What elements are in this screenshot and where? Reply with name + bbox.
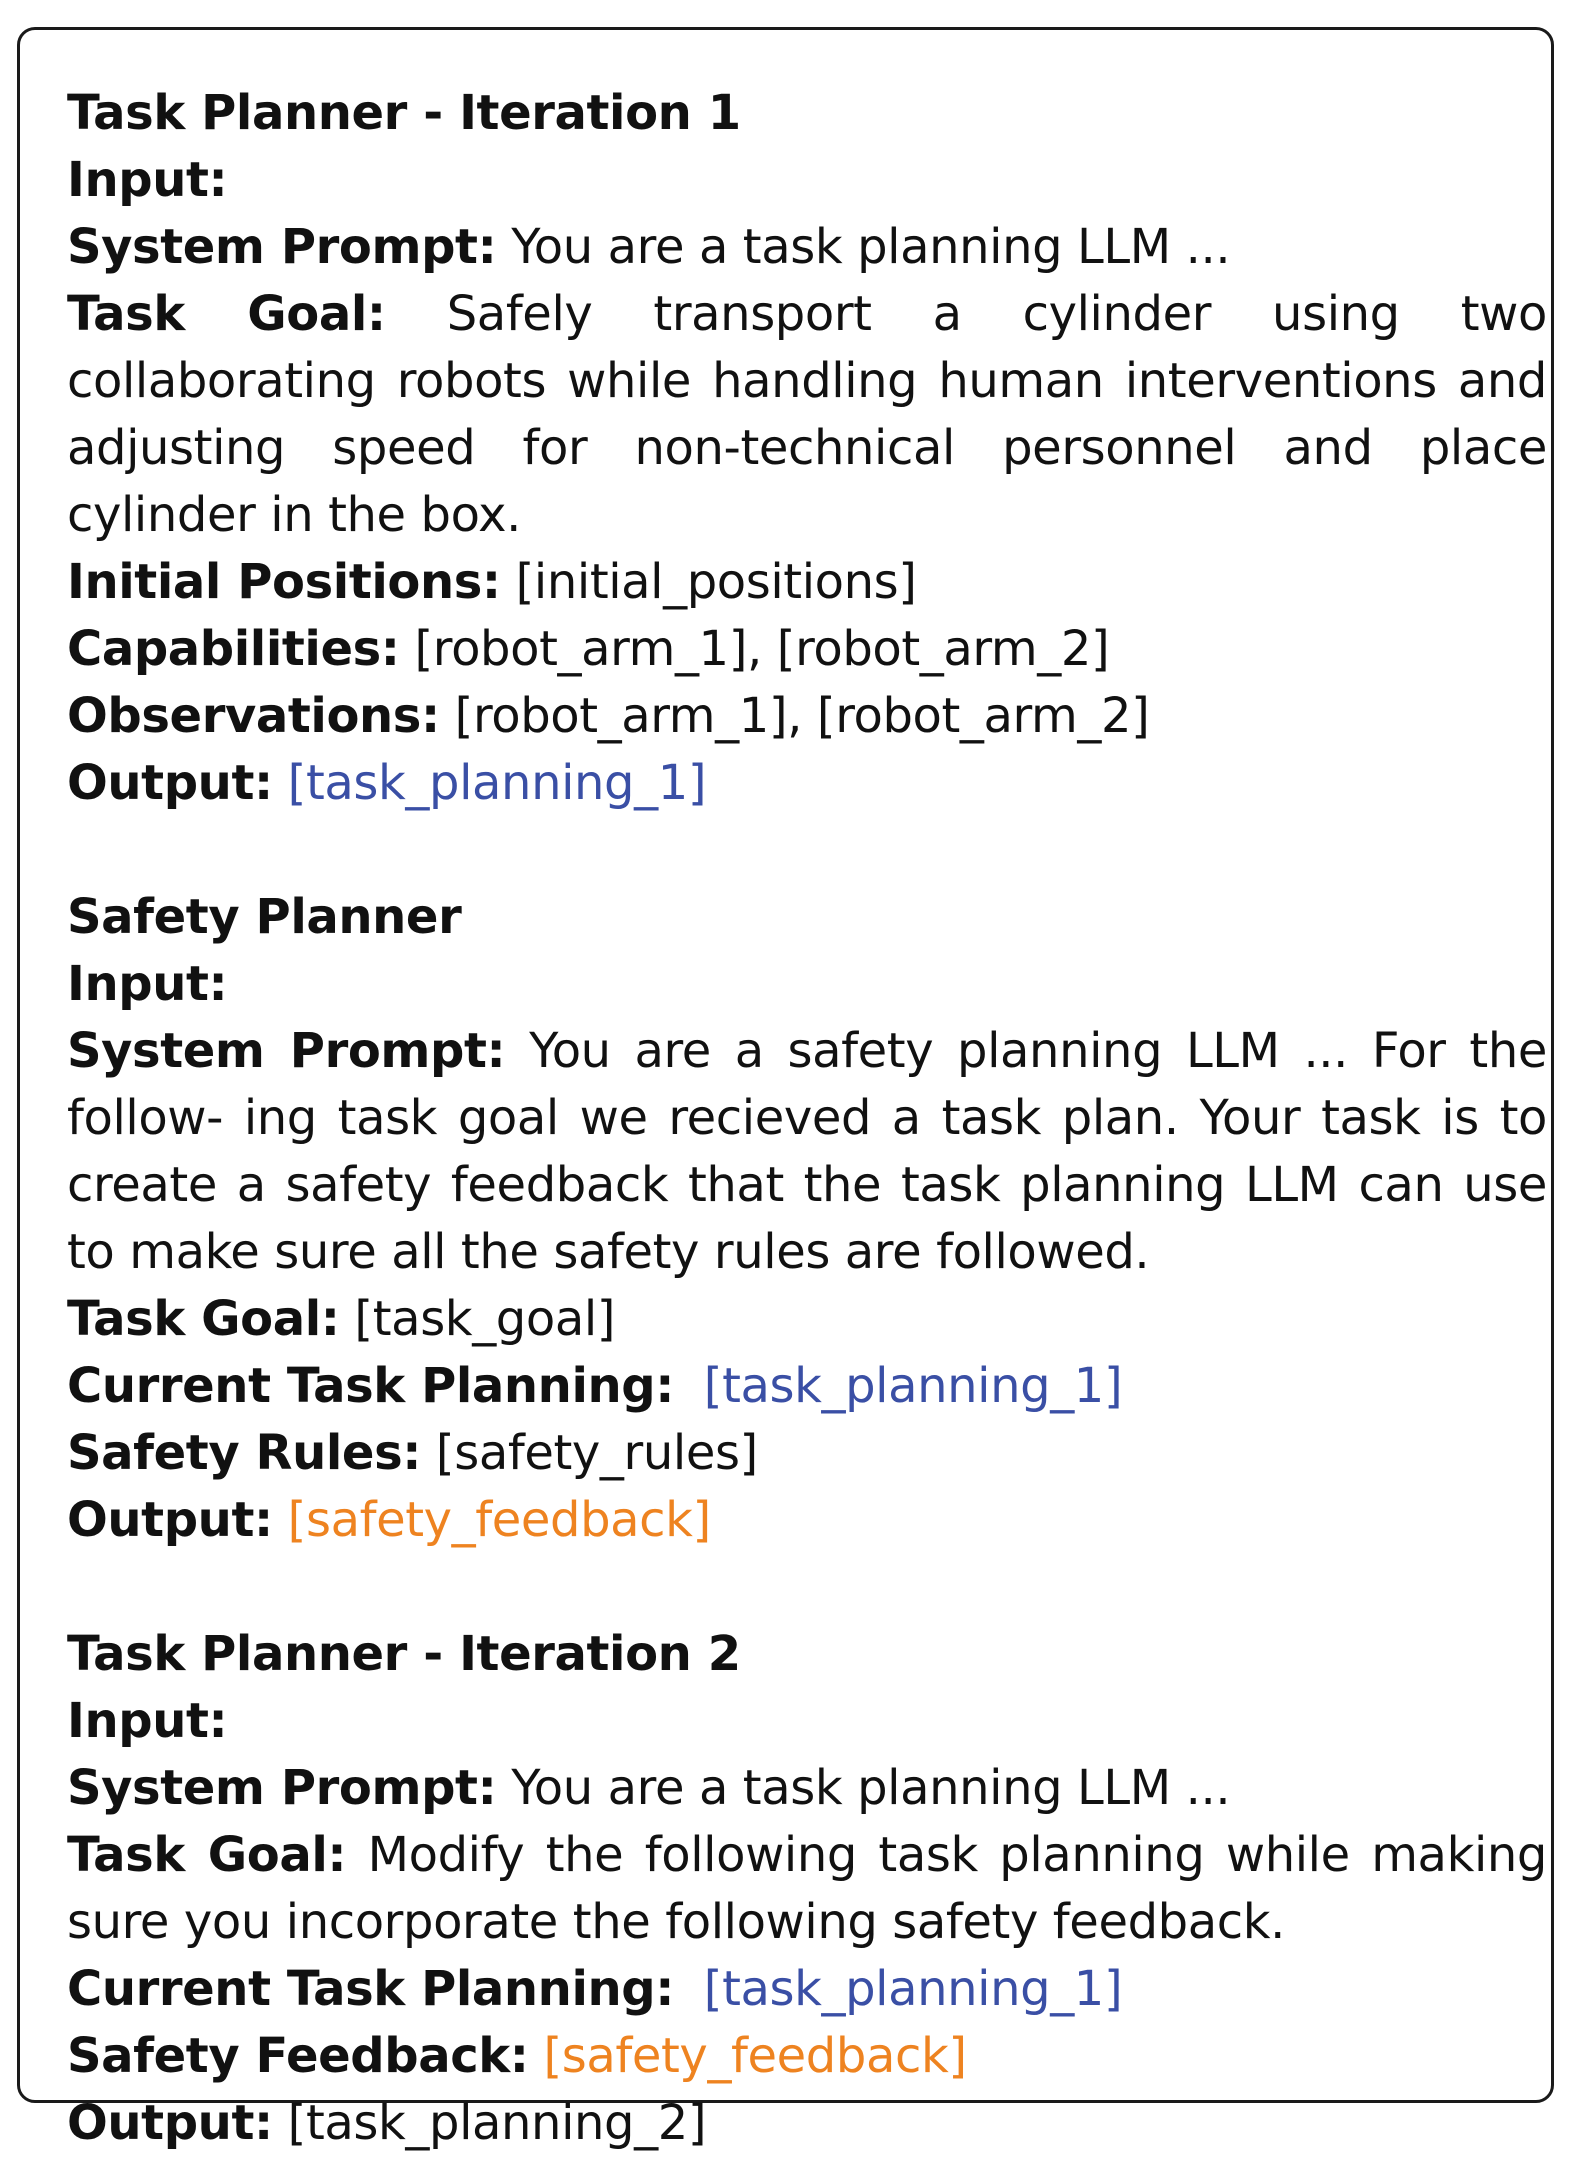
- output-label: Output:: [67, 1492, 273, 1548]
- output-value: [task_planning_2]: [272, 2095, 707, 2151]
- task-goal-line: [67, 1822, 1547, 1956]
- safety-rules-line: [67, 1420, 1547, 1487]
- current-task-planning-line: [67, 1956, 1547, 2023]
- task-goal-line: [67, 1286, 1547, 1353]
- observations-line: [67, 683, 1547, 750]
- current-task-planning-value: [task_planning_1]: [703, 1961, 1123, 2017]
- safety-rules-label: Safety Rules:: [67, 1425, 422, 1481]
- current-task-planning-value: [task_planning_1]: [703, 1358, 1123, 1414]
- safety-feedback-value: [safety_feedback]: [543, 2028, 967, 2084]
- task-goal-label: Task Goal:: [67, 1291, 340, 1347]
- safety-feedback-line: [67, 2023, 1547, 2090]
- observations-value: [robot_arm_1], [robot_arm_2]: [439, 688, 1150, 744]
- output-label: Output:: [67, 755, 273, 811]
- input-label: Input:: [67, 956, 228, 1012]
- observations-label: Observations:: [67, 688, 440, 744]
- input-label: Input:: [67, 1693, 228, 1749]
- section-spacer: [67, 1554, 1547, 1621]
- section-task-planner-2: [67, 1621, 1547, 2157]
- system-prompt-label: System Prompt:: [67, 1023, 506, 1079]
- system-prompt-value: You are a task planning LLM ...: [496, 1760, 1231, 1816]
- section-title: Safety Planner: [67, 889, 462, 945]
- system-prompt-label: System Prompt:: [67, 219, 497, 275]
- section-task-planner-1: [67, 80, 1547, 817]
- safety-rules-value: [safety_rules]: [421, 1425, 758, 1481]
- section-title: Task Planner - Iteration 2: [67, 1626, 741, 1682]
- capabilities-label: Capabilities:: [67, 621, 400, 677]
- system-prompt-value: You are a safety planning LLM ... For the follow- ing task goal we recieved a task plan. Your task is to create a safety feedback that the task planning LLM can use to make sure all the safety rules are followed.: [67, 1023, 1548, 1280]
- system-prompt-line: [67, 1018, 1547, 1286]
- initial-positions-label: Initial Positions:: [67, 554, 501, 610]
- capabilities-line: [67, 616, 1547, 683]
- section-spacer: [67, 817, 1547, 884]
- task-goal-line: [67, 281, 1547, 549]
- system-prompt-value: You are a task planning LLM ...: [496, 219, 1231, 275]
- output-line: [67, 750, 1547, 817]
- output-value: [safety_feedback]: [287, 1492, 711, 1548]
- prompt-box: [17, 27, 1554, 2151]
- system-prompt-label: System Prompt:: [67, 1760, 497, 1816]
- initial-positions-line: [67, 549, 1547, 616]
- output-line: [67, 2090, 1547, 2157]
- prompt-content: [67, 80, 1547, 2157]
- section-title: Task Planner - Iteration 1: [67, 85, 741, 141]
- input-label: Input:: [67, 152, 228, 208]
- task-goal-label: Task Goal:: [67, 1827, 347, 1883]
- initial-positions-value: [initial_positions]: [500, 554, 917, 610]
- output-label: Output:: [67, 2095, 273, 2151]
- capabilities-value: [robot_arm_1], [robot_arm_2]: [399, 621, 1110, 677]
- current-task-planning-label: Current Task Planning:: [67, 1358, 675, 1414]
- current-task-planning-label: Current Task Planning:: [67, 1961, 675, 2017]
- system-prompt-line: [67, 214, 1547, 281]
- safety-feedback-label: Safety Feedback:: [67, 2028, 529, 2084]
- section-safety-planner: [67, 884, 1547, 1554]
- system-prompt-line: [67, 1755, 1547, 1822]
- task-goal-value: [task_goal]: [339, 1291, 616, 1347]
- output-value: [task_planning_1]: [287, 755, 707, 811]
- task-goal-label: Task Goal:: [67, 286, 386, 342]
- current-task-planning-line: [67, 1353, 1547, 1420]
- task-goal-value: Modify the following task planning while making sure you incorporate the following safety feedback.: [67, 1827, 1547, 1950]
- task-goal-value: Safely transport a cylinder using two collaborating robots while handling human interventions and adjusting speed for non-technical personnel and place cylinder in the box.: [67, 286, 1547, 543]
- output-line: [67, 1487, 1547, 1554]
